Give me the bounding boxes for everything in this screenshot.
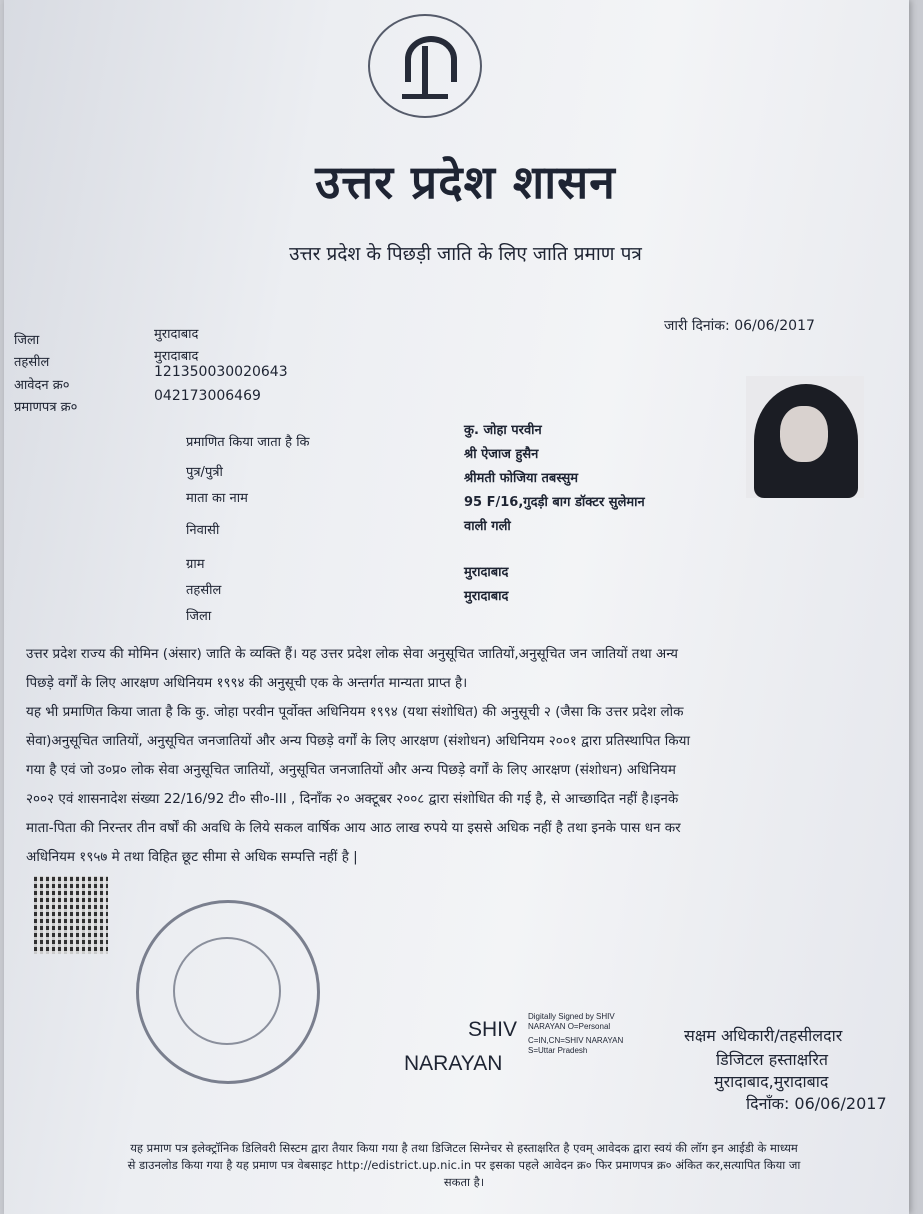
father-name: श्री ऐजाज हुसैन <box>464 447 539 462</box>
officer-designation: सक्षम अधिकारी/तहसीलदार <box>684 1026 843 1045</box>
certificate-paper <box>4 0 909 1214</box>
certified-label: प्रमाणित किया जाता है कि <box>186 435 310 450</box>
tehsil-value: मुरादाबाद <box>154 349 199 364</box>
government-emblem <box>368 14 482 118</box>
district-detail-label: जिला <box>186 609 212 624</box>
application-no-label: आवेदन क्र० <box>14 378 70 393</box>
body-line: २००२ एवं शासनादेश संख्या 22/16/92 टी० सी०-III , दिनाँक २० अक्टूबर २००८ द्वारा संशोधित की गई है, से आच्छादित नहीं है।इनके <box>26 791 679 807</box>
official-seal <box>136 900 320 1084</box>
bow-icon <box>405 36 457 82</box>
certificate-body <box>26 640 886 872</box>
officer-place: मुरादाबाद,मुरादाबाद <box>714 1072 829 1091</box>
village-label: ग्राम <box>186 557 205 572</box>
application-no-value: 121350030020643 <box>154 364 288 380</box>
district-value: मुरादाबाद <box>154 327 199 342</box>
certificate-title: उत्तर प्रदेश शासन <box>315 155 616 209</box>
tehsil-detail-value: मुरादाबाद <box>464 565 509 580</box>
applicant-name: कु. जोहा परवीन <box>464 423 542 438</box>
certificate-no-value: 042173006469 <box>154 388 261 404</box>
address-line-2: वाली गली <box>464 519 511 534</box>
body-line: यह भी प्रमाणित किया जाता है कि कु. जोहा परवीन पूर्वोक्त अधिनियम १९९४ (यथा संशोधित) की अनुसूची २ (जैसा कि उत्तर प्रदेश लोक <box>26 704 684 720</box>
signer-name-line2: NARAYAN <box>404 1052 503 1075</box>
body-line: उत्तर प्रदेश राज्य की मोमिन (अंसार) जाति के व्यक्ति हैं। यह उत्तर प्रदेश लोक सेवा अनुसूचित जातियों,अनुसूचित जन जातियों तथा अन्य <box>26 646 679 662</box>
tehsil-detail-label: तहसील <box>186 583 222 598</box>
resident-label: निवासी <box>186 523 220 538</box>
certificate-subtitle: उत्तर प्रदेश के पिछड़ी जाति के लिए जाति प्रमाण पत्र <box>289 243 642 265</box>
address-line-1: 95 F/16,गुदड़ी बाग डॉक्टर सुलेमान <box>464 495 645 510</box>
arrow-icon <box>422 46 428 98</box>
officer-sign-type: डिजिटल हस्ताक्षरित <box>716 1050 828 1069</box>
signer-name-line1: SHIV <box>468 1018 518 1041</box>
issue-date: जारी दिनांक: 06/06/2017 <box>664 318 815 334</box>
body-line: माता-पिता की निरन्तर तीन वर्षों की अवधि के लिये सकल वार्षिक आय आठ लाख रुपये या इससे अधिक नहीं है तथा इनके पास धन कर <box>26 820 681 836</box>
district-detail-value: मुरादाबाद <box>464 589 509 604</box>
tehsil-label: तहसील <box>14 355 50 370</box>
applicant-photo <box>746 376 864 498</box>
district-label: जिला <box>14 333 40 348</box>
footer-note: यह प्रमाण पत्र इलेक्ट्रॉनिक डिलिवरी सिस्टम द्वारा तैयार किया गया है तथा डिजिटल सिग्नेचर से हस्ताक्षरित है एवम् आवेदक द्वारा स्वयं की लॉग इन आईडी के माध्यम से डाउनलोड किया गया है यह प्रमाण पत्र वेबसाइट http://edistrict.up.nic.in पर इसका पहले आवेदन क्र० फिर प्रमाणपत्र क्र० अंकित कर,सत्यापित किया जा सकता है। <box>127 1141 801 1189</box>
officer-date: दिनाँक: 06/06/2017 <box>746 1094 887 1113</box>
mother-name: श्रीमती फोजिया तबस्सुम <box>464 471 579 486</box>
body-line: गया है एवं जो उ०प्र० लोक सेवा अनुसूचित जातियों, अनुसूचित जनजातियों और अन्य पिछड़े वर्गों के लिए आरक्षण (संशोधन) अधिनियम <box>26 762 676 778</box>
son-daughter-label: पुत्र/पुत्री <box>186 465 223 480</box>
body-line: पिछड़े वर्गों के लिए आरक्षण अधिनियम १९९४ की अनुसूची एक के अन्तर्गत मान्यता प्राप्त है। <box>26 675 468 691</box>
mother-label: माता का नाम <box>186 491 248 506</box>
certificate-no-label: प्रमाणपत्र क्र० <box>14 400 78 415</box>
body-line: सेवा)अनुसूचित जातियों, अनुसूचित जनजातियों और अन्य पिछड़े वर्गों के लिए आरक्षण (संशोधन) अधिनियम २००१ द्वारा प्रतिस्थापित किया <box>26 733 690 749</box>
body-line: अधिनियम १९५७ मे तथा विहित छूट सीमा से अधिक सम्पत्ति नहीं है | <box>26 849 358 865</box>
digital-signature-details: Digitally Signed by SHIV NARAYAN O=Personal C=IN,CN=SHIV NARAYAN S=Uttar Pradesh <box>528 1012 624 1055</box>
qr-code <box>34 876 108 954</box>
